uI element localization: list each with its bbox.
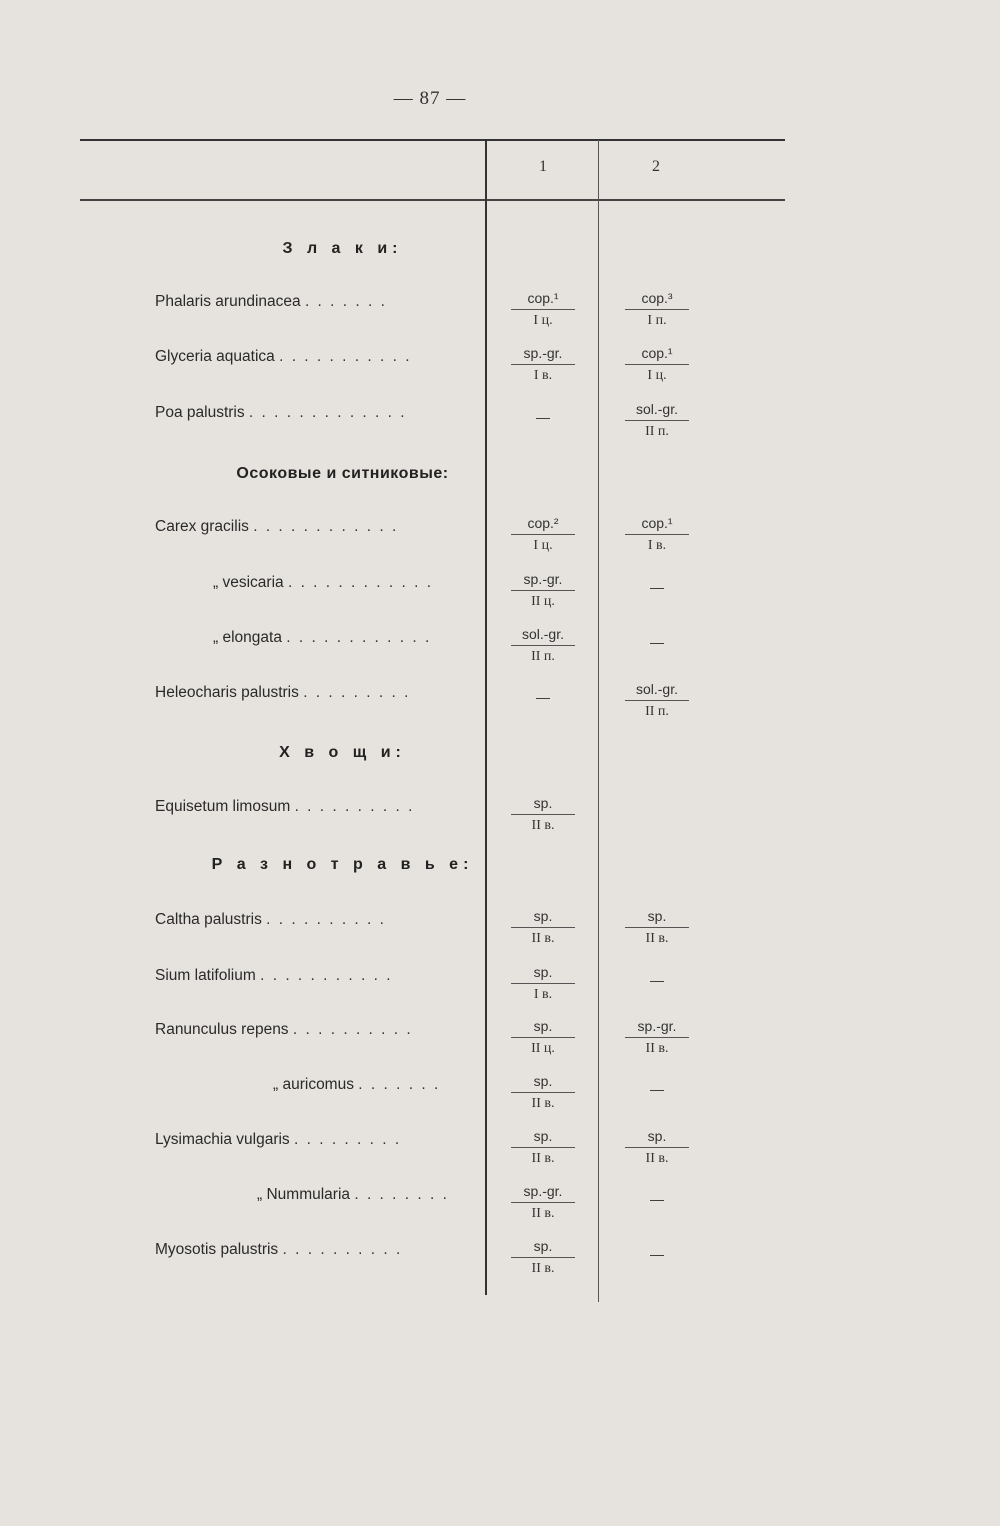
abundance-cell-1 [503,678,583,708]
abundance-cell-1 [503,398,583,428]
abundance-cell-1 [503,905,583,950]
distribution-value: II в. [531,818,555,833]
species-label: Sium latifolium [155,967,256,984]
abundance-cell-1 [503,792,583,837]
abundance-cell-2 [617,398,697,443]
abundance-value: sol.-gr. [625,398,689,421]
abundance-cell-1 [503,568,583,613]
abundance-value: sp. [511,1125,575,1148]
leader-dots: . . . . . . . . . . . . . [248,404,407,421]
abundance-value: sp. [511,1235,575,1258]
abundance-value: cop.² [511,512,575,535]
distribution-value: I п. [647,313,667,328]
leader-dots: . . . . . . . . . . [266,911,386,928]
distribution-value: II в. [531,931,555,946]
abundance-value: sp.-gr. [511,342,575,365]
column-header-2: 2 [652,158,660,175]
species-label: „ Nummularia [257,1186,351,1203]
leader-dots: . . . . . . . . . . . . [287,574,434,591]
absent-dash: — [650,1081,664,1097]
distribution-value: I ц. [533,313,553,328]
absent-dash: — [650,1191,664,1207]
abundance-cell-2 [617,678,697,723]
abundance-cell-1 [503,1125,583,1170]
species-name [155,404,475,422]
species-name [155,629,475,647]
abundance-value: cop.¹ [511,287,575,310]
abundance-value: cop.¹ [625,342,689,365]
abundance-cell-1 [503,961,583,1006]
leader-dots: . . . . . . . . . . . . [286,629,432,646]
abundance-value: cop.¹ [625,512,689,535]
absent-dash: — [650,634,664,650]
distribution-value: I ц. [533,538,553,553]
distribution-value: II в. [645,1151,669,1166]
species-label: Poa palustris [155,404,245,421]
table-top-rule [80,139,785,141]
distribution-value: II п. [645,704,669,719]
leader-dots: . . . . . . . . . . . [260,967,393,984]
abundance-value: cop.³ [625,287,689,310]
species-name [155,518,475,536]
species-label: Glyceria aquatica [155,348,275,365]
species-label: Carex gracilis [155,518,249,535]
section-heading-forbs: Р а з н о т р а в ь е: [211,856,474,873]
abundance-cell-1 [503,512,583,557]
abundance-value: sol.-gr. [511,623,575,646]
distribution-value: II в. [531,1206,555,1221]
abundance-cell-2 [617,1235,697,1265]
species-name [155,1131,475,1149]
species-name [155,348,475,366]
distribution-value: II п. [645,424,669,439]
species-name [155,1021,475,1039]
leader-dots: . . . . . . . [358,1076,441,1093]
abundance-cell-2 [617,961,697,991]
column-header-1: 1 [539,158,547,175]
distribution-value: II п. [531,649,555,664]
species-label: „ auricomus [273,1076,354,1093]
absent-dash: — [536,689,550,705]
abundance-cell-2 [617,1180,697,1210]
leader-dots: . . . . . . . . . [303,684,411,701]
species-label: Equisetum limosum [155,798,291,815]
abundance-cell-1 [503,1015,583,1060]
abundance-value: sp.-gr. [511,1180,575,1203]
species-name [155,967,475,985]
abundance-cell-1 [503,1180,583,1225]
distribution-value: I ц. [647,368,667,383]
distribution-value: I в. [533,987,553,1002]
distribution-value: II в. [645,931,669,946]
abundance-cell-2 [617,568,697,598]
abundance-cell-1 [503,1235,583,1280]
abundance-cell-1 [503,1070,583,1115]
species-label: Phalaris arundinacea [155,293,301,310]
abundance-cell-2 [617,512,697,557]
table-header-rule [80,199,785,201]
abundance-value: sp. [511,792,575,815]
species-label: Heleocharis palustris [155,684,299,701]
leader-dots: . . . . . . . . . . [294,798,415,815]
leader-dots: . . . . . . . . . . [282,1241,403,1258]
absent-dash: — [650,1246,664,1262]
leader-dots: . . . . . . . . . [293,1131,402,1148]
leader-dots: . . . . . . . . . . [292,1021,413,1038]
species-name [155,293,475,311]
species-name [155,798,475,816]
abundance-value: sp. [511,961,575,984]
abundance-value: sp. [625,905,689,928]
abundance-cell-1 [503,342,583,387]
distribution-value: II в. [531,1096,555,1111]
species-name [155,1186,475,1204]
abundance-value: sp.-gr. [625,1015,689,1038]
abundance-value: sp. [511,1015,575,1038]
species-label: Caltha palustris [155,911,262,928]
section-heading-grasses: З л а к и: [282,240,403,257]
abundance-cell-1 [503,287,583,332]
species-name [155,1076,475,1094]
species-name [155,911,475,929]
abundance-cell-2 [617,623,697,653]
distribution-value: II в. [645,1041,669,1056]
species-label: „ elongata [213,629,282,646]
abundance-value: sp. [625,1125,689,1148]
species-label: „ vesicaria [213,574,284,591]
species-name [155,1241,475,1259]
section-heading-horsetails: Х в о щ и: [279,744,406,761]
abundance-value: sp.-gr. [511,568,575,591]
absent-dash: — [650,972,664,988]
abundance-cell-2 [617,1125,697,1170]
column-divider-1 [485,140,487,1295]
section-heading-sedges: Осоковые и ситниковые: [236,465,449,482]
abundance-cell-2 [617,1070,697,1100]
leader-dots: . . . . . . . . . . . [279,348,412,365]
abundance-cell-2 [617,342,697,387]
abundance-cell-2 [617,905,697,950]
distribution-value: II в. [531,1151,555,1166]
abundance-cell-2 [617,1015,697,1060]
page-number: — 87 — [393,88,467,109]
absent-dash: — [536,409,550,425]
species-name [155,684,475,702]
column-divider-2 [598,140,599,1302]
abundance-cell-1 [503,623,583,668]
leader-dots: . . . . . . . . . . . . [253,518,399,535]
distribution-value: I в. [533,368,553,383]
species-name [155,574,475,592]
leader-dots: . . . . . . . [304,293,387,310]
abundance-value: sol.-gr. [625,678,689,701]
species-label: Myosotis palustris [155,1241,279,1258]
abundance-value: sp. [511,1070,575,1093]
leader-dots: . . . . . . . . [354,1186,449,1203]
abundance-cell-2 [617,287,697,332]
species-label: Ranunculus repens [155,1021,289,1038]
abundance-value: sp. [511,905,575,928]
species-label: Lysimachia vulgaris [155,1131,290,1148]
distribution-value: II в. [531,1261,555,1276]
distribution-value: II ц. [531,594,555,609]
distribution-value: II ц. [531,1041,555,1056]
distribution-value: I в. [647,538,667,553]
absent-dash: — [650,579,664,595]
